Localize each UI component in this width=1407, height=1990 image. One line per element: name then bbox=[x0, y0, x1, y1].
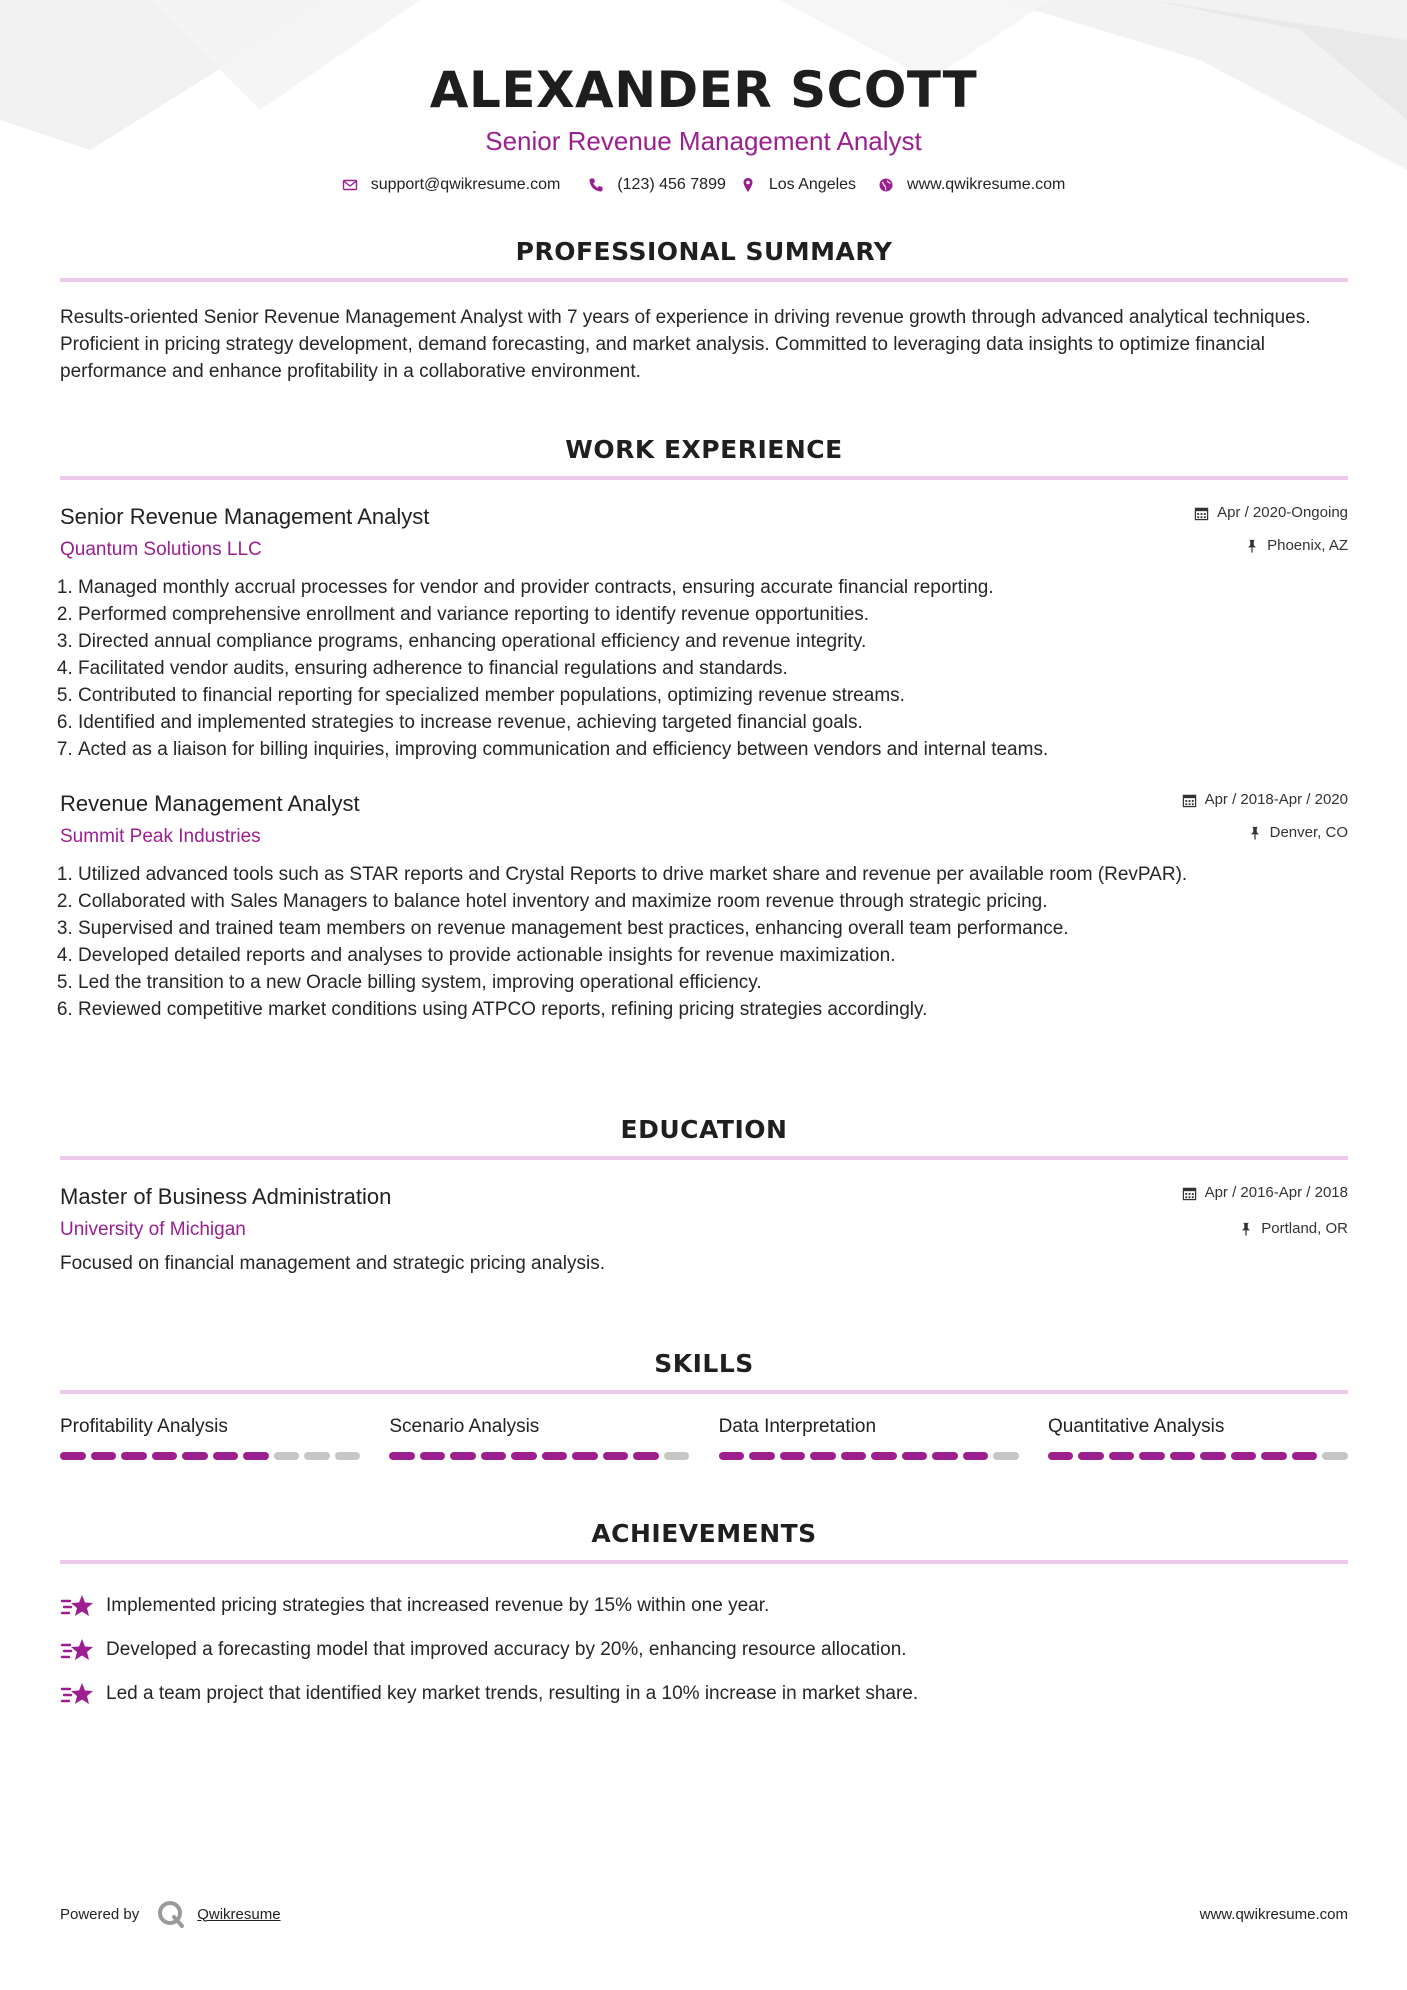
skill-segment-filled bbox=[450, 1452, 476, 1460]
shooting-star-icon bbox=[60, 1680, 94, 1708]
skill-item bbox=[60, 1414, 360, 1460]
powered-by bbox=[60, 1898, 281, 1930]
job-location: Denver, CO bbox=[1269, 824, 1348, 841]
skill-name: Data Interpretation bbox=[718, 1416, 877, 1437]
job-entry bbox=[60, 502, 1348, 763]
skill-segment-filled bbox=[121, 1452, 147, 1460]
section-divider bbox=[60, 1156, 1348, 1160]
skill-segment-filled bbox=[1292, 1452, 1318, 1460]
job-role: Revenue Management Analyst bbox=[60, 791, 360, 816]
achievements-list bbox=[60, 1584, 1348, 1716]
skill-item bbox=[389, 1414, 689, 1460]
skill-segment-filled bbox=[1170, 1452, 1196, 1460]
skill-segment-filled bbox=[1139, 1452, 1165, 1460]
shooting-star-icon bbox=[60, 1636, 94, 1664]
envelope-icon bbox=[342, 177, 358, 193]
list-item: 5. Contributed to financial reporting for specialized member populations, optimizing revenue streams. bbox=[78, 682, 1348, 709]
skill-segment-empty bbox=[664, 1452, 690, 1460]
skill-name: Profitability Analysis bbox=[60, 1416, 228, 1437]
list-item: 3. Supervised and trained team members on revenue management best practices, enhancing overall team performance. bbox=[78, 915, 1348, 942]
skill-segment-filled bbox=[511, 1452, 537, 1460]
skill-segment-filled bbox=[841, 1452, 867, 1460]
list-item: 2. Performed comprehensive enrollment and variance reporting to identify revenue opportunities. bbox=[78, 601, 1348, 628]
skill-level-bar bbox=[719, 1452, 1019, 1460]
skill-segment-filled bbox=[1078, 1452, 1104, 1460]
pushpin-icon bbox=[1248, 826, 1262, 840]
globe-icon bbox=[878, 177, 894, 193]
list-item: 6. Reviewed competitive market conditions using ATPCO reports, refining pricing strategies accordingly. bbox=[78, 996, 1348, 1023]
achievement-text: Developed a forecasting model that improved accuracy by 20%, enhancing resource allocation. bbox=[106, 1639, 907, 1660]
list-item bbox=[60, 1672, 1348, 1716]
skills-heading: SKILLS bbox=[654, 1349, 754, 1378]
list-item: 2. Collaborated with Sales Managers to balance hotel inventory and maximize room revenue through strategic pricing. bbox=[78, 888, 1348, 915]
education-heading: EDUCATION bbox=[620, 1115, 788, 1144]
skill-segment-filled bbox=[1200, 1452, 1226, 1460]
job-meta bbox=[1182, 789, 1348, 844]
summary-section bbox=[60, 236, 1348, 385]
pushpin-icon bbox=[1239, 1222, 1253, 1236]
skill-segment-empty bbox=[304, 1452, 330, 1460]
skill-item bbox=[1048, 1414, 1348, 1460]
contact-email-text: support@qwikresume.com bbox=[370, 176, 561, 193]
candidate-name: ALEXANDER SCOTT bbox=[429, 61, 978, 119]
job-bullet-list bbox=[60, 574, 1348, 763]
skill-segment-filled bbox=[243, 1452, 269, 1460]
phone-icon bbox=[588, 177, 604, 193]
education-degree: Master of Business Administration bbox=[60, 1184, 392, 1209]
contact-website[interactable] bbox=[878, 176, 1065, 194]
experience-section bbox=[60, 434, 1348, 1023]
skill-segment-filled bbox=[603, 1452, 629, 1460]
list-item: 1. Utilized advanced tools such as STAR reports and Crystal Reports to drive market share and revenue per available room (RevPAR). bbox=[78, 861, 1348, 888]
skill-segment-filled bbox=[902, 1452, 928, 1460]
skill-segment-filled bbox=[932, 1452, 958, 1460]
section-divider bbox=[60, 1560, 1348, 1564]
skill-segment-filled bbox=[152, 1452, 178, 1460]
achievements-section bbox=[60, 1518, 1348, 1716]
list-item: 1. Managed monthly accrual processes for vendor and provider contracts, ensuring accurate financial reporting. bbox=[78, 574, 1348, 601]
section-divider bbox=[60, 476, 1348, 480]
resume-header bbox=[0, 0, 1407, 194]
skills-section bbox=[60, 1348, 1348, 1460]
qwikresume-logo-icon bbox=[155, 1898, 187, 1930]
education-dates: Apr / 2016-Apr / 2018 bbox=[1204, 1184, 1348, 1201]
skill-segment-filled bbox=[749, 1452, 775, 1460]
education-description: Focused on financial management and strategic pricing analysis. bbox=[60, 1253, 605, 1274]
contact-bar bbox=[0, 176, 1407, 194]
skill-level-bar bbox=[60, 1452, 360, 1460]
skill-segment-empty bbox=[1322, 1452, 1348, 1460]
skill-segment-filled bbox=[572, 1452, 598, 1460]
skill-segment-filled bbox=[213, 1452, 239, 1460]
skill-segment-empty bbox=[335, 1452, 361, 1460]
list-item: 3. Directed annual compliance programs, enhancing operational efficiency and revenue integrity. bbox=[78, 628, 1348, 655]
shooting-star-icon bbox=[60, 1592, 94, 1620]
candidate-title: Senior Revenue Management Analyst bbox=[485, 126, 922, 156]
pushpin-icon bbox=[1245, 539, 1259, 553]
job-meta bbox=[1194, 502, 1348, 557]
skill-segment-filled bbox=[1231, 1452, 1257, 1460]
list-item bbox=[60, 1584, 1348, 1628]
experience-heading: WORK EXPERIENCE bbox=[565, 435, 843, 464]
job-entry bbox=[60, 789, 1348, 1023]
skill-segment-empty bbox=[274, 1452, 300, 1460]
skill-segment-filled bbox=[1048, 1452, 1074, 1460]
list-item bbox=[60, 1628, 1348, 1672]
job-company: Summit Peak Industries bbox=[60, 826, 261, 847]
education-school: University of Michigan bbox=[60, 1219, 246, 1240]
page-footer bbox=[60, 1898, 1348, 1930]
skill-segment-filled bbox=[389, 1452, 415, 1460]
contact-website-text: www.qwikresume.com bbox=[907, 176, 1066, 193]
list-item: 4. Facilitated vendor audits, ensuring adherence to financial regulations and standards. bbox=[78, 655, 1348, 682]
skills-grid bbox=[60, 1414, 1348, 1460]
list-item: 5. Led the transition to a new Oracle billing system, improving operational efficiency. bbox=[78, 969, 1348, 996]
calendar-icon bbox=[1182, 1186, 1197, 1201]
skill-segment-filled bbox=[542, 1452, 568, 1460]
summary-text: Results-oriented Senior Revenue Management Analyst with 7 years of experience in driving revenue growth through advanced analytical techniques. Proficient in pricing strategy development, demand forecasting, and market analysis. Committed to leveraging data insights to optimize financial performance and enhance profitability in a collaborative environment. bbox=[60, 307, 1311, 382]
skill-level-bar bbox=[1048, 1452, 1348, 1460]
section-divider bbox=[60, 1390, 1348, 1394]
job-dates: Apr / 2018-Apr / 2020 bbox=[1204, 791, 1348, 808]
list-item: 6. Identified and implemented strategies to increase revenue, achieving targeted financial goals. bbox=[78, 709, 1348, 736]
skill-segment-filled bbox=[60, 1452, 86, 1460]
job-company: Quantum Solutions LLC bbox=[60, 539, 262, 560]
skill-segment-filled bbox=[481, 1452, 507, 1460]
skill-level-bar bbox=[389, 1452, 689, 1460]
education-meta bbox=[1182, 1182, 1348, 1240]
skill-name: Scenario Analysis bbox=[389, 1416, 540, 1437]
job-dates: Apr / 2020-Ongoing bbox=[1217, 504, 1348, 521]
education-location: Portland, OR bbox=[1261, 1220, 1348, 1237]
achievement-text: Implemented pricing strategies that increased revenue by 15% within one year. bbox=[106, 1595, 770, 1616]
skill-segment-filled bbox=[963, 1452, 989, 1460]
job-role: Senior Revenue Management Analyst bbox=[60, 504, 430, 529]
contact-email[interactable] bbox=[342, 176, 561, 194]
contact-phone-text: (123) 456 7899 bbox=[617, 176, 726, 193]
achievement-text: Led a team project that identified key market trends, resulting in a 10% increase in market share. bbox=[106, 1683, 919, 1704]
footer-website[interactable]: www.qwikresume.com bbox=[1199, 1905, 1348, 1923]
section-divider bbox=[60, 278, 1348, 282]
education-entry bbox=[60, 1182, 1348, 1277]
skill-segment-filled bbox=[1261, 1452, 1287, 1460]
powered-by-label: Powered by bbox=[60, 1905, 140, 1923]
contact-location bbox=[740, 176, 856, 194]
skill-segment-filled bbox=[1109, 1452, 1135, 1460]
calendar-icon bbox=[1194, 506, 1209, 521]
summary-heading: PROFESSIONAL SUMMARY bbox=[515, 237, 893, 266]
skill-segment-filled bbox=[780, 1452, 806, 1460]
job-location: Phoenix, AZ bbox=[1267, 537, 1348, 554]
achievements-heading: ACHIEVEMENTS bbox=[591, 1519, 817, 1548]
contact-location-text: Los Angeles bbox=[768, 176, 857, 193]
qwikresume-link[interactable]: Qwikresume bbox=[197, 1905, 281, 1923]
skill-segment-filled bbox=[633, 1452, 659, 1460]
education-section bbox=[60, 1114, 1348, 1277]
map-pin-icon bbox=[740, 177, 756, 193]
skill-segment-filled bbox=[420, 1452, 446, 1460]
job-bullet-list bbox=[60, 861, 1348, 1023]
skill-name: Quantitative Analysis bbox=[1047, 1416, 1225, 1437]
skill-item bbox=[719, 1414, 1019, 1460]
skill-segment-filled bbox=[91, 1452, 117, 1460]
skill-segment-filled bbox=[871, 1452, 897, 1460]
list-item: 7. Acted as a liaison for billing inquiries, improving communication and efficiency between vendors and internal teams. bbox=[78, 736, 1348, 763]
skill-segment-filled bbox=[182, 1452, 208, 1460]
calendar-icon bbox=[1182, 793, 1197, 808]
skill-segment-empty bbox=[993, 1452, 1019, 1460]
skill-segment-filled bbox=[810, 1452, 836, 1460]
skill-segment-filled bbox=[719, 1452, 745, 1460]
list-item: 4. Developed detailed reports and analyses to provide actionable insights for revenue maximization. bbox=[78, 942, 1348, 969]
contact-phone[interactable] bbox=[588, 176, 726, 194]
